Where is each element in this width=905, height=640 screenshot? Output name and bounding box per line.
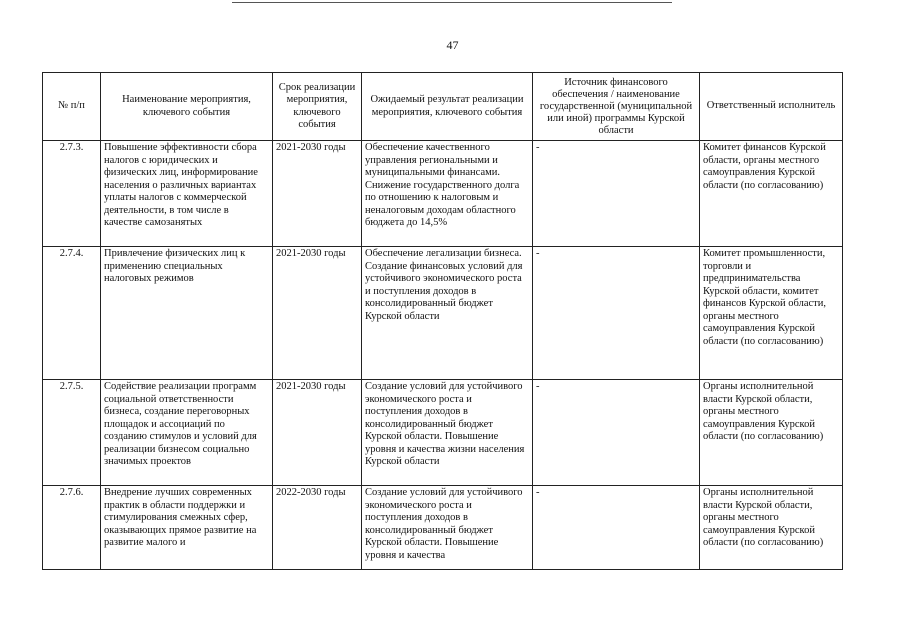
responsible-executor: Комитет промышленности, торговли и предпринимательства Курской области, комитет финансов Курской области, органы местного самоуправления Курской области (по согласованию)	[700, 247, 843, 380]
page-top-rule	[232, 2, 672, 3]
table-header-row	[43, 73, 843, 141]
column-header-source: Источник финансового обеспечения / наименование государственной (муниципальной или иной) программы Курской области	[533, 73, 700, 141]
table-row	[43, 247, 843, 380]
funding-source: -	[533, 247, 700, 380]
measures-table	[42, 72, 843, 570]
table-row	[43, 141, 843, 247]
row-number: 2.7.4.	[43, 247, 101, 380]
funding-source: -	[533, 141, 700, 247]
measure-term: 2021-2030 годы	[273, 380, 362, 486]
table-row	[43, 380, 843, 486]
page-number: 47	[446, 38, 459, 52]
measure-term: 2021-2030 годы	[273, 141, 362, 247]
expected-result: Создание условий для устойчивого экономического роста и поступления доходов в консолидированный бюджет Курской области. Повышение уровня и качества	[362, 486, 533, 570]
measure-term: 2022-2030 годы	[273, 486, 362, 570]
column-header-name: Наименование мероприятия, ключевого события	[101, 73, 273, 141]
measure-term: 2021-2030 годы	[273, 247, 362, 380]
measure-name: Привлечение физических лиц к применению специальных налоговых режимов	[101, 247, 273, 380]
responsible-executor: Органы исполнительной власти Курской области, органы местного самоуправления Курской области (по согласованию)	[700, 486, 843, 570]
row-number: 2.7.5.	[43, 380, 101, 486]
measure-name: Содействие реализации программ социальной ответственности бизнеса, создание переговорных площадок и ассоциаций по созданию стимулов и условий для реализации бизнесом социально значимых проектов	[101, 380, 273, 486]
column-header-result: Ожидаемый результат реализации мероприятия, ключевого события	[362, 73, 533, 141]
measure-name: Повышение эффективности сбора налогов с юридических и физических лиц, информирование населения о различных вариантах уплаты налогов с коммерческой деятельности, в том числе в качестве самозанятых	[101, 141, 273, 247]
expected-result: Обеспечение качественного управления региональными и муниципальными финансами. Снижение государственного долга по отношению к налоговым и неналоговым доходам областного бюджета до 14,5%	[362, 141, 533, 247]
measure-name: Внедрение лучших современных практик в области поддержки и стимулирования смежных сфер, оказывающих прямое развитие на развитие малого и	[101, 486, 273, 570]
column-header-number: № п/п	[43, 73, 101, 141]
expected-result: Создание условий для устойчивого экономического роста и поступления доходов в консолидированный бюджет Курской области. Повышение уровня и качества жизни населения Курской области	[362, 380, 533, 486]
row-number: 2.7.3.	[43, 141, 101, 247]
column-header-executor: Ответственный исполнитель	[700, 73, 843, 141]
funding-source: -	[533, 486, 700, 570]
expected-result: Обеспечение легализации бизнеса. Создание финансовых условий для устойчивого экономического роста и поступления доходов в консолидированный бюджет Курской области	[362, 247, 533, 380]
funding-source: -	[533, 380, 700, 486]
responsible-executor: Комитет финансов Курской области, органы местного самоуправления Курской области (по согласованию)	[700, 141, 843, 247]
row-number: 2.7.6.	[43, 486, 101, 570]
responsible-executor: Органы исполнительной власти Курской области, органы местного самоуправления Курской области (по согласованию)	[700, 380, 843, 486]
column-header-term: Срок реализации мероприятия, ключевого события	[273, 73, 362, 141]
table-row	[43, 486, 843, 570]
